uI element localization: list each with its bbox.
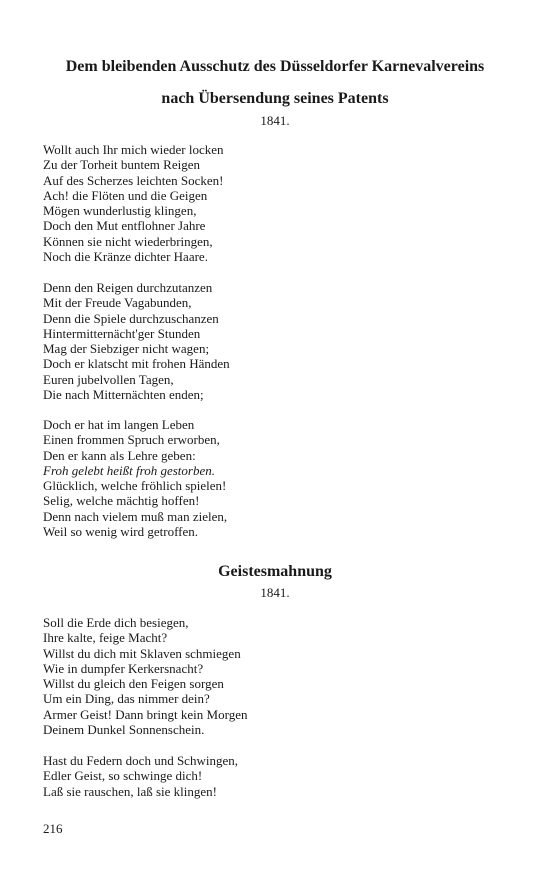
verse-line: Zu der Torheit buntem Reigen <box>43 157 200 173</box>
verse-line: Hast du Federn doch und Schwingen, <box>43 753 238 768</box>
poem-title-line-2: nach Übersendung seines Patents <box>161 90 389 107</box>
verse-line: Denn die Spiele durchzuschanzen <box>43 310 219 326</box>
verse-line: Ihre kalte, feige Macht? <box>43 630 168 646</box>
verse-line: Weil so wenig wird getroffen. <box>43 524 199 540</box>
verse-line: Auf des Scherzes leichten Socken! <box>43 172 224 188</box>
stanza-2 <box>43 280 523 402</box>
verse-line: Ach! die Flöten und die Geigen <box>43 187 208 203</box>
verse-line: Selig, welche mächtig hoffen! <box>43 493 200 509</box>
poem-title: Geistesmahnung <box>218 563 332 580</box>
verse-line: Glücklich, welche fröhlich spielen! <box>43 478 227 494</box>
verse-line: Soll die Erde dich besiegen, <box>43 615 189 630</box>
stanza-1 <box>43 142 523 264</box>
verse-line: Doch er klatscht mit frohen Händen <box>43 356 230 372</box>
verse-line: Einen frommen Spruch erworben, <box>43 432 220 448</box>
stanza-3 <box>43 417 523 539</box>
verse-line: Willst du gleich den Feigen sorgen <box>43 676 224 692</box>
verse-line: Um ein Ding, das nimmer dein? <box>43 691 210 707</box>
poem-year: 1841. <box>260 113 290 128</box>
verse-line: Edler Geist, so schwinge dich! <box>43 768 203 784</box>
verse-line-italic: Froh gelebt heißt froh gestorben. <box>43 462 215 478</box>
verse-line: Mögen wunderlustig klingen, <box>43 203 197 219</box>
verse-line: Deinem Dunkel Sonnenschein. <box>43 722 205 738</box>
verse-line: Doch den Mut entflohner Jahre <box>43 218 206 234</box>
verse-line: Noch die Kränze dichter Haare. <box>43 249 208 265</box>
poem-year: 1841. <box>260 585 290 600</box>
verse-line: Laß sie rauschen, laß sie klingen! <box>43 783 217 799</box>
verse-line: Die nach Mitternächten enden; <box>43 387 204 403</box>
page-number: 216 <box>43 821 63 836</box>
stanza-2 <box>43 753 523 799</box>
verse-line: Den er kann als Lehre geben: <box>43 447 196 463</box>
verse-line: Können sie nicht wiederbringen, <box>43 233 213 249</box>
verse-line: Denn nach vielem muß man zielen, <box>43 508 228 524</box>
verse-line: Wie in dumpfer Kerkersnacht? <box>43 660 204 676</box>
verse-line: Doch er hat im langen Leben <box>43 417 195 432</box>
verse-line: Armer Geist! Dann bringt kein Morgen <box>43 706 248 722</box>
verse-line: Euren jubelvollen Tagen, <box>43 371 174 387</box>
verse-line: Denn den Reigen durchzutanzen <box>43 280 213 295</box>
verse-line: Hintermitternächt'ger Stunden <box>43 325 201 341</box>
poem-title-line-1: Dem bleibenden Ausschutz des Düsseldorfer Karnevalvereins <box>65 58 485 75</box>
verse-line: Willst du dich mit Sklaven schmiegen <box>43 645 241 661</box>
verse-line: Wollt auch Ihr mich wieder locken <box>43 142 224 157</box>
stanza-1 <box>43 615 523 737</box>
verse-line: Mit der Freude Vagabunden, <box>43 295 192 311</box>
verse-line: Mag der Siebziger nicht wagen; <box>43 341 210 357</box>
